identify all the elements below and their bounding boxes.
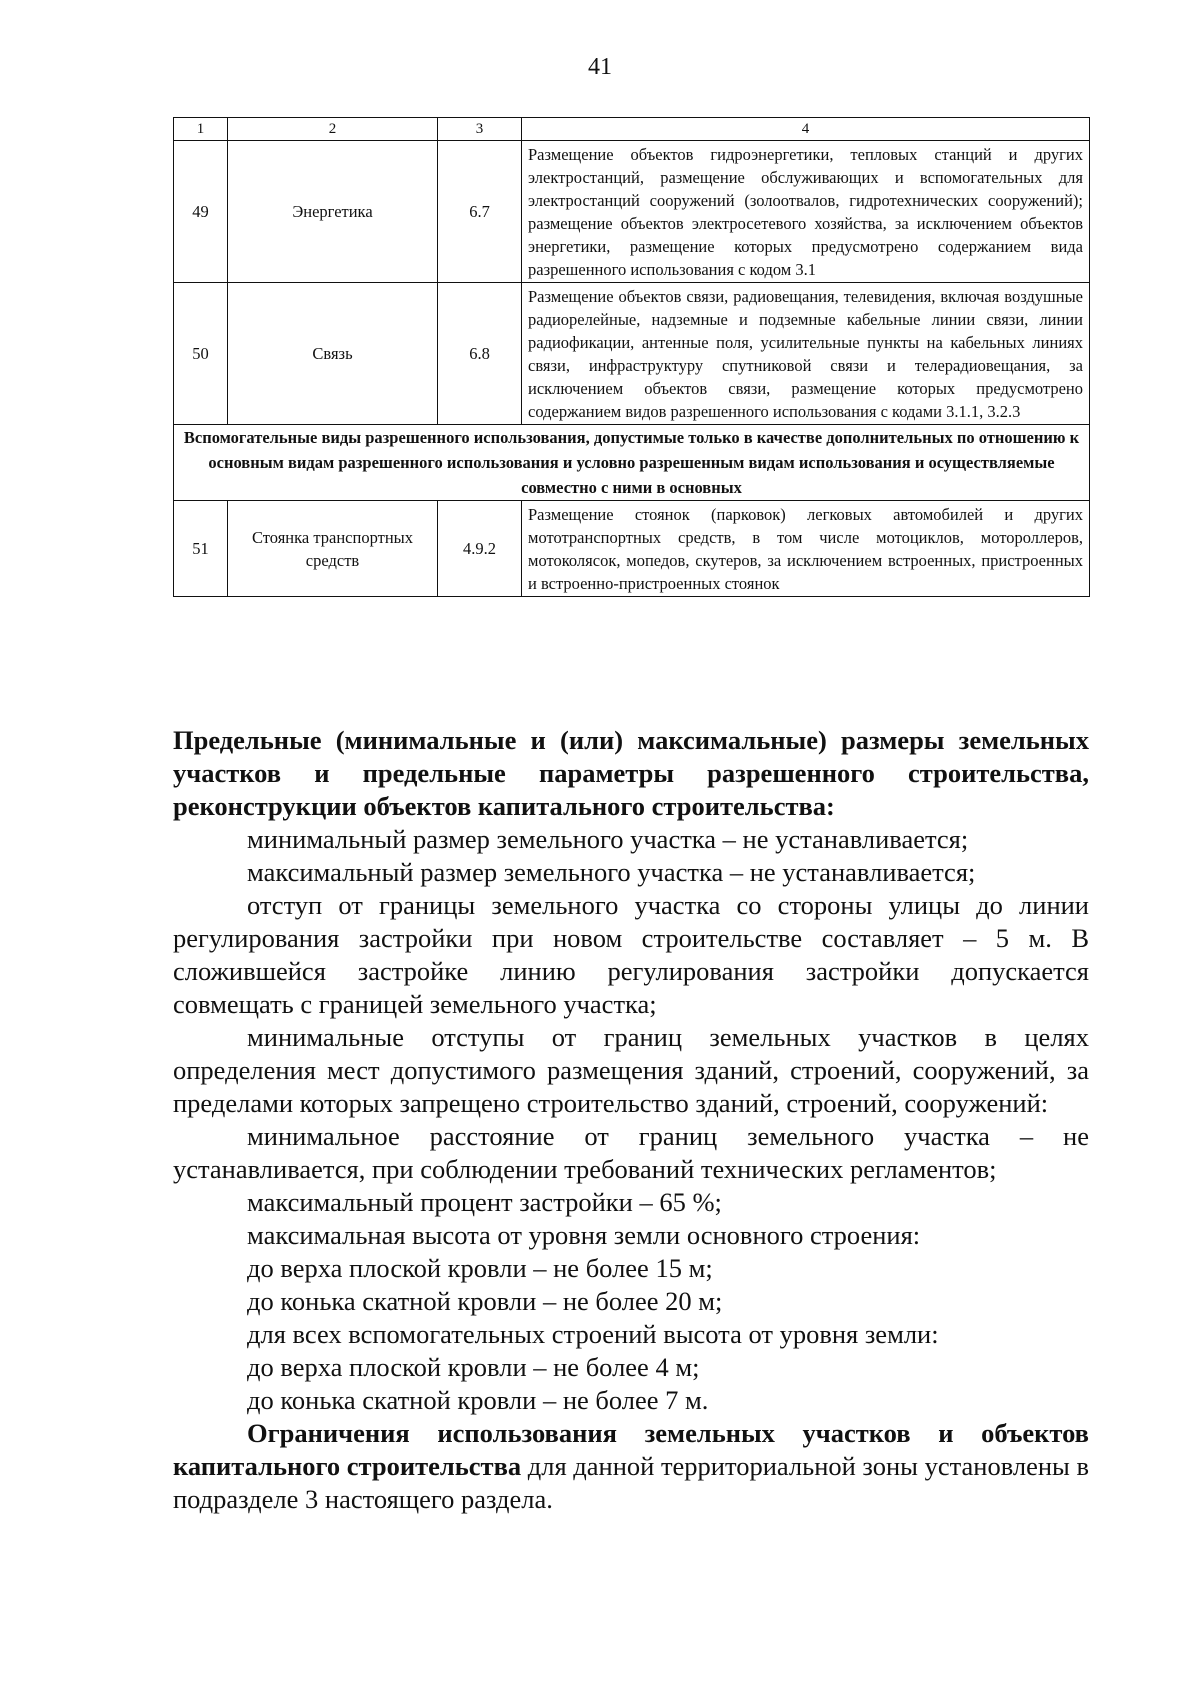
use-description-cell: Размещение объектов гидроэнергетики, тепловых станций и других электростанций, размещение обслуживающих и вспомогательных для электростанций сооружений (золоотвалов, гидротехнических сооружений); размещение объектов электросетевого хозяйства, за исключением объектов энергетики, размещение которых предусмотрено содержанием вида разрешенного использования с кодом 3.1 (522, 141, 1090, 283)
parameter-paragraph: до конька скатной кровли – не более 7 м. (247, 1385, 709, 1415)
use-code-cell: 6.7 (438, 141, 522, 283)
section-heading-cell: Вспомогательные виды разрешенного использования, допустимые только в качестве дополнительных по отношению к основным видам разрешенного использования и условно разрешенным видам использования и осуществляемые совместно с ними в основных (174, 425, 1090, 501)
land-use-table (173, 117, 1090, 597)
section-heading: Предельные (минимальные и (или) максимальные) размеры земельных участков и предельные параметры разрешенного строительства, реконструкции объектов капитального строительства: (173, 725, 1089, 821)
page-number: 41 (588, 54, 612, 80)
column-number-cell: 2 (228, 118, 438, 141)
restrictions-bold-text: Ограничения использования земельных участков и объектов капитального строительства (173, 1418, 1089, 1481)
restrictions-text: для данной территориальной зоны установлены в подразделе 3 настоящего раздела. (173, 1451, 1089, 1514)
table-row (174, 501, 1090, 597)
body-text (173, 724, 1089, 1516)
parameter-paragraph: минимальный размер земельного участка – не устанавливается; (247, 824, 969, 854)
row-number-cell: 50 (174, 283, 228, 425)
parameter-paragraph: максимальная высота от уровня земли основного строения: (247, 1220, 921, 1250)
row-number-cell: 49 (174, 141, 228, 283)
parameter-paragraph: для всех вспомогательных строений высота от уровня земли: (247, 1319, 939, 1349)
parameter-paragraph: до конька скатной кровли – не более 20 м; (247, 1286, 723, 1316)
use-name-cell: Связь (228, 283, 438, 425)
use-code-cell: 4.9.2 (438, 501, 522, 597)
table-header-row (174, 118, 1090, 141)
section-heading-row (174, 425, 1090, 501)
restrictions-paragraph (173, 1417, 1089, 1516)
column-number-cell: 4 (522, 118, 1090, 141)
parameter-paragraph: отступ от границы земельного участка со стороны улицы до линии регулирования застройки при новом строительстве составляет – 5 м. В сложившейся застройке линию регулирования застройки допускается совмещать с границей земельного участка; (173, 890, 1089, 1019)
parameter-paragraph: до верха плоской кровли – не более 4 м; (247, 1352, 700, 1382)
parameter-paragraph: максимальный процент застройки – 65 %; (247, 1187, 722, 1217)
use-description-cell: Размещение объектов связи, радиовещания, телевидения, включая воздушные радиорелейные, надземные и подземные кабельные линии связи, линии радиофикации, антенные поля, усилительные пункты на кабельных линиях связи, инфраструктуру спутниковой связи и телерадиовещания, за исключением объектов связи, размещение которых предусмотрено содержанием видов разрешенного использования с кодами 3.1.1, 3.2.3 (522, 283, 1090, 425)
column-number-cell: 3 (438, 118, 522, 141)
parameter-paragraph: минимальные отступы от границ земельных участков в целях определения мест допустимого размещения зданий, строений, сооружений, за пределами которых запрещено строительство зданий, строений, сооружений: (173, 1022, 1089, 1118)
parameter-paragraph: максимальный размер земельного участка – не устанавливается; (247, 857, 976, 887)
parameter-paragraph: минимальное расстояние от границ земельного участка – не устанавливается, при соблюдении требований технических регламентов; (173, 1121, 1089, 1184)
parameter-paragraph: до верха плоской кровли – не более 15 м; (247, 1253, 713, 1283)
use-name-cell: Энергетика (228, 141, 438, 283)
row-number-cell: 51 (174, 501, 228, 597)
use-description-cell: Размещение стоянок (парковок) легковых автомобилей и других мототранспортных средств, в том числе мотоциклов, мотороллеров, мотоколясок, мопедов, скутеров, за исключением встроенных, пристроенных и встроенно-пристроенных стоянок (522, 501, 1090, 597)
use-code-cell: 6.8 (438, 283, 522, 425)
use-name-cell: Стоянка транспортных средств (228, 501, 438, 597)
table-row (174, 283, 1090, 425)
table-row (174, 141, 1090, 283)
column-number-cell: 1 (174, 118, 228, 141)
